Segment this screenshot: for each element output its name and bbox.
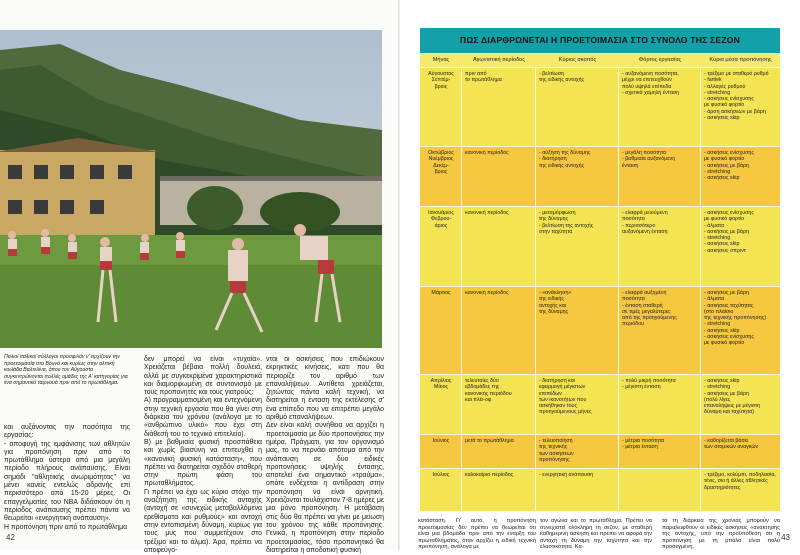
article-column-2: δεν μπορεί να είναι «τυχαία». Χρειάζεται βέβαια πολλή δουλειά, αλλά με συγκεκριμένα χαρακτηριστικά και διαμορφωμένη σε συντονισμό με τους προπονητές και τους γιατρούς: Α) προγραμματισμένη και εντεχνόμενη στην τεχνική εργασία που θα γίνει στη διάρκεια του χρόνου (ανάλογα με το «ανθρώπινο υλικό» που έχει στη διάθεσή του το τεχνικό επιτελείο). Β) με βαθμιαία φυσική προσπάθεια και χωρίς βιασύνη να επιτευχθεί η «κανονική φυσική κατάσταση», που πρέπει να διατηρείται σχεδόν σταθερή στην πρώτη φάση του πρωταθλήματος. Γι πρέπει να έχει ως κύριο στόχο την αναζήτηση της ειδικής αντοχής (αντοχή σε «συνεχώς μεταβαλλόμενα ερεθίσματα και ρυθμούς» και αντοχή στην εντοπισμένη δύναμη, κυρίως για τους μυς που συμμετέχουν στο τρέξιμο και το άλμα). Άρα, πρέπει να αποφεύγο- <box>144 356 262 554</box>
training-photo <box>0 30 382 348</box>
cell-means: - τρέξιμο, κολύμπι, ποδηλασία, τένις, σκι ή άλλες αθλητικές δραστηριότητες <box>704 472 776 491</box>
cell-month: Απρίλιος Μάιος <box>420 375 462 435</box>
cell-month: Ιούλιος <box>420 469 462 511</box>
table-title: ΠΩΣ ΔΙΑΡΘΡΩΝΕΤΑΙ Η ΠΡΟΕΤΟΙΜΑΣΙΑ ΣΤΟ ΣΥΝΟΛΟ ΤΗΣ ΣΕΖΟΝ <box>420 28 780 53</box>
cell-month: Αύγουστος Σεπτέμ- βριος <box>420 68 462 147</box>
photo-caption: Παλιοί ιταλικοί σύλλογοι προσφιλόν ν' αρχίζουν την προετοιμασία στο Βουνό και κυρίως στην αλπική κοιλάδα Βαλτελίνα, όπου τον Αύγουστο συγκεντρώνονται πολλές ομάδες της Α' κατηγορίας για ένα σημαντικό ταιρνουά πριν από το πρωτάθλημα. <box>4 354 128 387</box>
cell-period: κανονική περίοδος <box>462 207 536 287</box>
cell-goal: - αύξηση της δύναμης - διατήρηση της ειδικής αντοχής <box>536 147 619 207</box>
cell-means: - ασκήσεις με βάρη - άλματα - ασκήσεις ταχύτητας (στο πλαίσιο της τεχνικής προπόνησης) - stretching - ασκήσεις skip - ασκήσεις ενίσχυσης με φυσικό φορτίο <box>704 290 767 347</box>
cell-month: Οκτώβριος Νοέμβριος Δεκέμ- βριος <box>420 147 462 207</box>
cell-period: πριν από το πρωτάθλημα <box>462 68 536 147</box>
table-row <box>420 146 780 207</box>
cell-means: - τρέξιμο με σταθερό ρυθμό - fartlek - αλλαγές ρυθμού - stretching - ασκήσεις ενίσχυσης με φυσικό φορτίο - άρση ασκήσεων με βάρη - ασκήσεις skip <box>704 71 769 122</box>
cell-goal: - μεταμόρφωση της δύναμης - βελτίωση της αντοχής στην ταχύτητα <box>536 207 619 287</box>
cell-load: - ελαφρά μειούμενη ποσότητα - περισσότερο αυξανόμενη ένταση <box>619 207 701 287</box>
cell-means: - ασκήσεις ενίσχυσης με φυσικό φορτίο - ασκήσεις με βάρη - stretching - ασκήσεις skip <box>704 150 754 182</box>
cell-load: - μέτρια ποσότητα - μέτρια ένταση <box>619 435 701 469</box>
cell-period: καλοκαίρια περίοδος <box>462 469 536 511</box>
article-column-3: νται οι ασκήσεις που επιδιώκουν εκρηκτικές κινήσεις, κατι που θα περιορίζε τον αριθμό των επαναλήψεων. Αντίθετα χρειάζεται, ζητώντας πάντα καλή τεχνική, να διατηρείται η ένταση της εκτέλεσης σ' ένα επίπεδο που να επιτρέπει μεγάλο αριθμό επαναλήψεων. Δεν είναι καλή συνήθεια να αρχίζει η προετοιμασία με δύο προπονήσεις την ημέρα. Πράγματι, για τον οργανισμό μας, το να περνάει απότομα από την ανάπαυση σε δύο ειδικές προπονήσεις υψηλής έντασης, αποτελεί ένα σημαντικό «τραύμα», οπότε ενδέχεται η αντίδραση στην προπόνηση να είναι αρνητική. Χρειάζονται τουλάχιστον 7-8 ημέρες με μια μόνο προπόνηση. Η μετάβαση στις δύο θα πρέπει να γίνει με μείωση του χρόνου της κάθε προπόνησης. Γενικά, η προπόνηση στην περίοδο προετοιμασίας, τόσο προπονητικό θα διατηρείται η αποδοτική φυσική <box>266 356 384 554</box>
cell-load: - μεγάλη ποσότητα - βαθμιαία αυξανόμενη ένταση <box>619 147 701 207</box>
article-column-6: τά τη διάρκεια της χρονιάς μπορούν να παραλειφθούν οι ειδικές ασκήσεις «ανάκτησης της αντοχής, υπό την προϋπόθεση ότι η προπόνηση με τη μπάλα είναι πολύ προσεγμένη. <box>662 518 780 551</box>
table-row <box>420 434 780 469</box>
header-goal: Κύριος σκοπός <box>536 53 620 67</box>
cell-goal: - βελτίωση της ειδικής αντοχής <box>536 68 619 147</box>
article-column-4: κατάσταση. Γι' αυτό, η προπόνηση προετοιμασίας δεν πρέπει να θεωρείται ότι είναι μια βδομάδα πριν από την έναρξη του πρωταθλήματος, όταν αρχίζει η ειδική τεχνική προπόνηση, ανάλογα με <box>418 518 536 551</box>
cell-period: κανονική περίοδος <box>462 287 536 375</box>
header-month: Μήνας <box>420 53 463 67</box>
cell-load <box>619 469 701 511</box>
table-row <box>420 374 780 435</box>
cell-load: - αυξανόμενη ποσότητα, μέχρι να επιτευχθούν πολύ υψηλά επίπεδα - σχετικά χαμηλή ένταση <box>619 68 701 147</box>
cell-period: μετά το πρωτάθλημα <box>462 435 536 469</box>
cell-goal: - «ανάκληση» της ειδικής αντοχής και της δύναμης <box>536 287 619 375</box>
table-row <box>420 286 780 375</box>
header-means: Κύρια μέσα προπόνησης <box>701 53 780 67</box>
page-number-right: 43 <box>781 533 790 542</box>
cell-period: τελευταίες δύο εβδομάδες της κανονικής περιόδου και πλέι-οφ <box>462 375 536 435</box>
article-column-5: τον αγώνα και το πρωτάθλημα. Πρέπει να συνεχιστεί ολόκληρη τη σεζόν, με σταθερή καθημερινή άσκηση και πρέπει να αφορά την αντοχή τη δύναμη την ταχύτητα και την ελαστικότητα. Κα- <box>540 518 652 551</box>
cell-means: - ασκήσεις skip - stretching - ασκήσεις με βάρη (πολύ λίγες επαναλήψεις με μέγιστη δύναμη και ταχύτητα) <box>704 378 761 416</box>
header-load: Φόρτος εργασίας <box>619 53 702 67</box>
cell-goal: - διατήρηση και εφαρμογή μέγιστων επιπέδων των ικανοτήτων που ασκήθηκαν τους προηγούμενους μήνες <box>536 375 619 435</box>
cell-month: Ιανουάριος Φεβρου- άριος <box>420 207 462 287</box>
header-period: Αγωνιστική περίοδος <box>462 53 537 67</box>
cell-period: κανονική περίοδος <box>462 147 536 207</box>
cell-means: - ασκήσεις ενίσχυσης με φυσικό φορτίο - άλματα - ασκήσεις με βάρη - stretching - ασκήσεις skip - ασκήσεις σπριντ <box>704 210 754 254</box>
table-row <box>420 468 780 511</box>
table-row <box>420 67 780 147</box>
cell-means: - καθορίζεται βάσει των ατομικών αναγκών <box>704 438 759 451</box>
cell-month: Ιούνιος <box>420 435 462 469</box>
article-column-1: και αυξάνοντας την ποσότητα της εργασίας: - αποφυγή της εμφάνισης των αθλητών για προπόνηση πριν από το πρωτάθλημα ύστερα από μια μεγάλη περίοδο πλήρους ανάπαυσης. Είναι σημάδι "αθλητικής ανωριμότητας" να μένει κανείς εντελώς αδρανής επί περισσότερο από 15-20 μέρες. Οι επαγγελματίες του NBA διδάσκουν ότι η περίοδος ανάπαυσης πρέπει πάντα να θεωρείται «ενεργητική ανάπαυση». Η προπόνηση πριν από το πρωτάθλημα <box>4 424 130 531</box>
cell-load: - πολύ μικρή ποσότητα - μέγιστη ένταση <box>619 375 701 435</box>
cell-goal: - ενεργητική ανάπαυση <box>536 469 619 511</box>
season-plan-table <box>420 28 780 510</box>
cell-month: Μάρτιος <box>420 287 462 375</box>
cell-goal: - τελειοποίηση της τεχνικής των ασκήσεων προπόνησης <box>536 435 619 469</box>
table-row <box>420 206 780 287</box>
page-number-left: 42 <box>6 533 15 542</box>
left-page <box>0 0 400 554</box>
cell-load: - ελαφρά αυξημένη ποσότητα - ένταση σταθερή σε τιμές μεγαλύτερες από της προηγούμενης περιόδου <box>619 287 701 375</box>
